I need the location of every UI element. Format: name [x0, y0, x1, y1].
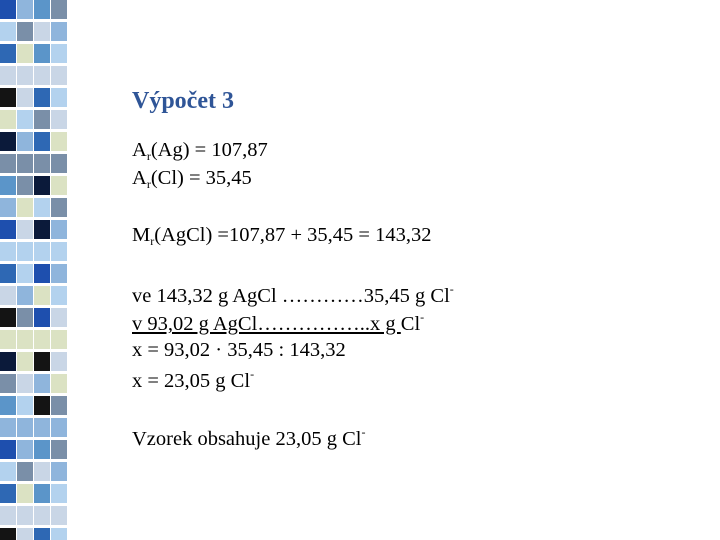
stripe-block — [0, 462, 16, 481]
stripe-block — [34, 220, 50, 239]
stripe-block — [34, 242, 50, 261]
stripe-block — [0, 374, 16, 393]
stripe-block — [51, 440, 67, 459]
stripe-block — [17, 220, 33, 239]
stripe-block — [51, 110, 67, 129]
stripe-block — [17, 374, 33, 393]
proportion-line-2-rest: Cl — [400, 313, 421, 335]
proportion-line-2-charge: - — [420, 310, 425, 324]
stripe-block — [17, 308, 33, 327]
proportion-line-2 — [132, 311, 424, 335]
conclusion-line — [132, 426, 365, 450]
stripe-block — [51, 66, 67, 85]
stripe-block — [51, 330, 67, 349]
stripe-block — [34, 352, 50, 371]
result-line-text: x = 23,05 g Cl — [132, 370, 251, 392]
stripe-block — [51, 132, 67, 151]
conclusion-charge: - — [361, 425, 366, 439]
stripe-block — [34, 132, 50, 151]
stripe-block — [0, 44, 16, 63]
ar-cl-subscript: r — [146, 177, 151, 191]
stripe-block — [17, 110, 33, 129]
stripe-block — [0, 0, 16, 19]
stripe-block — [51, 242, 67, 261]
stripe-block — [51, 484, 67, 503]
stripe-block — [17, 66, 33, 85]
ar-cl-value: (Cl) = 35,45 — [150, 167, 252, 189]
stripe-block — [34, 506, 50, 525]
stripe-block — [17, 418, 33, 437]
stripe-block — [51, 506, 67, 525]
stripe-block — [51, 352, 67, 371]
stripe-block — [0, 528, 16, 540]
ar-ag-subscript: r — [146, 149, 151, 163]
mr-agcl-line — [132, 225, 432, 247]
ar-ag-symbol: A — [132, 139, 147, 161]
proportion-line-2-underlined: v 93,02 g AgCl……………..x g — [132, 313, 401, 335]
ar-ag-line — [132, 140, 268, 162]
stripe-block — [17, 506, 33, 525]
stripe-block — [17, 396, 33, 415]
stripe-block — [0, 264, 16, 283]
stripe-block — [51, 396, 67, 415]
stripe-block — [17, 0, 33, 19]
stripe-block — [34, 0, 50, 19]
mr-agcl-value: (AgCl) =107,87 + 35,45 = 143,32 — [154, 224, 432, 246]
stripe-block — [51, 264, 67, 283]
stripe-block — [0, 198, 16, 217]
result-line — [132, 368, 254, 392]
stripe-block — [0, 286, 16, 305]
stripe-block — [0, 484, 16, 503]
stripe-block — [17, 44, 33, 63]
stripe-block — [17, 242, 33, 261]
stripe-block — [17, 286, 33, 305]
stripe-block — [0, 242, 16, 261]
stripe-block — [17, 154, 33, 173]
stripe-block — [51, 44, 67, 63]
stripe-block — [51, 286, 67, 305]
proportion-line-1 — [132, 283, 454, 307]
stripe-block — [17, 176, 33, 195]
stripe-block — [34, 418, 50, 437]
stripe-block — [34, 330, 50, 349]
stripe-block — [34, 264, 50, 283]
stripe-block — [34, 374, 50, 393]
conclusion-text: Vzorek obsahuje 23,05 g Cl — [132, 428, 362, 450]
stripe-block — [34, 396, 50, 415]
stripe-block — [0, 132, 16, 151]
stripe-block — [51, 176, 67, 195]
stripe-block — [34, 308, 50, 327]
stripe-block — [51, 22, 67, 41]
stripe-block — [51, 374, 67, 393]
slide-title: Výpočet 3 — [132, 88, 234, 114]
stripe-block — [0, 176, 16, 195]
stripe-block — [0, 396, 16, 415]
stripe-block — [0, 330, 16, 349]
stripe-block — [34, 110, 50, 129]
mr-agcl-symbol: M — [132, 224, 151, 246]
stripe-block — [34, 528, 50, 540]
stripe-block — [0, 22, 16, 41]
decorative-stripe-strip — [0, 0, 68, 540]
stripe-block — [0, 88, 16, 107]
stripe-block — [34, 66, 50, 85]
calculation-line: x = 93,02 · 35,45 : 143,32 — [132, 339, 346, 361]
stripe-block — [17, 88, 33, 107]
stripe-block — [17, 352, 33, 371]
stripe-block — [34, 22, 50, 41]
stripe-block — [34, 198, 50, 217]
stripe-block — [0, 220, 16, 239]
stripe-block — [51, 198, 67, 217]
stripe-block — [34, 462, 50, 481]
stripe-block — [0, 352, 16, 371]
stripe-block — [17, 462, 33, 481]
stripe-block — [17, 198, 33, 217]
stripe-block — [51, 528, 67, 540]
ar-ag-value: (Ag) = 107,87 — [150, 139, 268, 161]
stripe-block — [0, 110, 16, 129]
stripe-block — [17, 330, 33, 349]
stripe-block — [51, 462, 67, 481]
stripe-block — [34, 484, 50, 503]
stripe-block — [17, 484, 33, 503]
stripe-block — [34, 88, 50, 107]
stripe-block — [34, 176, 50, 195]
stripe-block — [17, 132, 33, 151]
stripe-block — [34, 154, 50, 173]
stripe-block — [34, 286, 50, 305]
ar-cl-symbol: A — [132, 167, 147, 189]
stripe-block — [51, 154, 67, 173]
stripe-block — [0, 506, 16, 525]
proportion-line-1-text: ve 143,32 g AgCl …………35,45 g Cl — [132, 285, 450, 307]
stripe-block — [34, 440, 50, 459]
stripe-block — [34, 44, 50, 63]
stripe-block — [0, 154, 16, 173]
stripe-block — [51, 308, 67, 327]
proportion-line-1-charge: - — [449, 282, 454, 296]
stripe-block — [51, 88, 67, 107]
stripe-block — [51, 0, 67, 19]
stripe-block — [17, 22, 33, 41]
stripe-block — [0, 440, 16, 459]
stripe-block — [0, 418, 16, 437]
result-line-charge: - — [250, 367, 255, 381]
stripe-block — [17, 528, 33, 540]
stripe-block — [17, 440, 33, 459]
stripe-block — [51, 418, 67, 437]
stripe-block — [51, 220, 67, 239]
mr-agcl-subscript: r — [150, 234, 155, 248]
stripe-block — [17, 264, 33, 283]
ar-cl-line — [132, 168, 252, 190]
stripe-block — [0, 308, 16, 327]
stripe-block — [0, 66, 16, 85]
